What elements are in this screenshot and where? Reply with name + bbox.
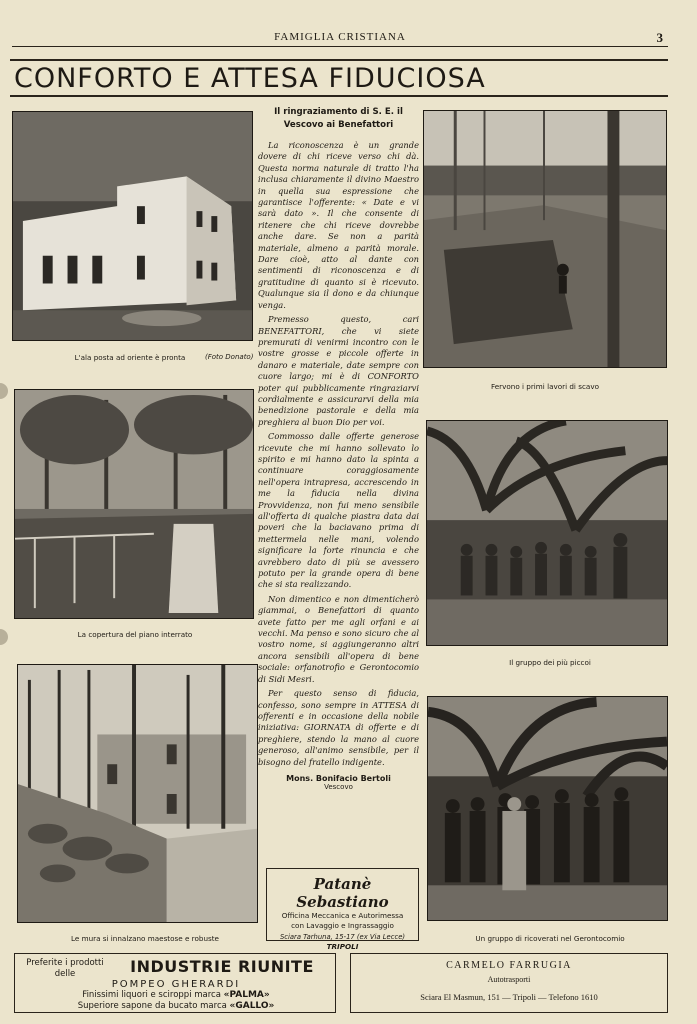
photo-ala-oriente <box>12 111 253 341</box>
caption-gerontocomio: Un gruppo di ricoverati nel Gerontocomio <box>475 934 625 943</box>
excavation-illustration <box>424 111 666 367</box>
ad-industrie-line1-brand: «PALMA» <box>223 990 270 1000</box>
ad-patane-line2: con Lavaggio e Ingrassaggio <box>291 921 394 930</box>
caption-piccoli: Il gruppo dei più piccoi <box>509 658 591 667</box>
caption-mura: Le mura si innalzano maestose e robuste <box>71 934 219 943</box>
photo-piccoli <box>426 420 668 646</box>
article-ringraziamento <box>258 106 419 791</box>
caption-scavo: Fervono i primi lavori di scavo <box>491 382 599 391</box>
ad-industrie-owner: POMPEO GHERARDI <box>111 979 241 990</box>
ad-patane-city: TRIPOLI <box>326 942 359 951</box>
elderly-group-illustration <box>428 697 667 920</box>
credit-foto-donato: (Foto Donato) <box>205 353 254 361</box>
caption-ala-oriente: L'ala posta ad oriente è pronta <box>74 353 186 362</box>
ad-patane-name: Patanè Sebastiano <box>296 875 389 911</box>
article-paragraph: Non dimentico e non dimenticherò giammai, o Benefattori di quanto avete fatto per me agli orfani e ai vecchi. Ma penso e sono sicuro che al vostro nome, si aggiungeranno altri ancora sensibili all'opera di bene sociale: orfanotrofio e Gerontocomio di Sidi Mesri. <box>258 593 419 684</box>
article-signature: Mons. Bonifacio Bertoli <box>286 773 391 783</box>
walls-illustration <box>18 665 257 922</box>
page-number: 3 <box>656 30 663 45</box>
running-title: FAMIGLIA CRISTIANA <box>274 31 406 43</box>
ad-patane-sebastiano <box>266 868 419 951</box>
ad-farrugia-sub: Autotrasporti <box>487 975 531 984</box>
ad-carmelo-farrugia <box>350 953 668 1013</box>
article-paragraph: Premesso questo, cari BENEFATTORI, che vi siete premurati di venirmi incontro con le vostre grosse e piccole offerte in danaro e materiale, date sempre con cuore largo; mi è di CONFORTO poter qui pubblicamente ringraziarvi cordialmente e assicurarvi della mia benedizione pastorale e della mia preghiera al buon Dio per voi. <box>258 314 419 427</box>
article-paragraph: Per questo senso di fiducia, confesso, sono sempre in ATTESA di offerenti e in occasione della nobile iniziativa: GIORNATA di offerte e di preghiere, stendo la mano al cuore generoso, all'animo sensibile, per il bisogno del fratello indigente. <box>258 688 419 767</box>
building-illustration <box>13 112 252 340</box>
headline: CONFORTO E ATTESA FIDUCIOSA <box>10 59 668 97</box>
binder-hole <box>0 629 8 645</box>
ad-farrugia-name: CARMELO FARRUGIA <box>446 960 572 971</box>
ad-industrie-line1 <box>21 990 331 1000</box>
binder-hole <box>0 383 8 399</box>
ad-industrie-preferite: Preferite i prodotti delle <box>26 958 104 979</box>
article-signature-role: Vescovo <box>324 782 353 791</box>
ad-industrie-riunite <box>14 953 336 1013</box>
children-illustration <box>427 421 667 645</box>
running-head <box>0 30 697 46</box>
ad-industrie-line2 <box>21 1001 331 1011</box>
ad-patane-line1: Officina Meccanica e Autorimessa <box>281 911 404 920</box>
photo-gerontocomio <box>427 696 668 921</box>
ad-industrie-line2-brand: «GALLO» <box>229 1001 275 1011</box>
photo-scavo <box>423 110 667 368</box>
ad-patane-address: Sciara Tarhuna, 15-17 (ex Via Lecce) <box>279 933 406 941</box>
article-paragraph: La riconoscenza è un grande dovere di chi riceve verso chi dà. Questa norma naturale di tratto l'ha inclusa chiaramente il divino Maestro in quella sua espressione che garantisce l'offerente: « Date e vi sarà dato ». Il che consente di ritenere che chi riceve dovrebbe anche dare. Se non a parità materiale, almeno a parità morale. Dare cioè, atto al dante con sentimenti di riconoscenza e di gratitudine di quanto si è ricevuto. Qualunque sia il dono e da chiunque venga. <box>258 140 419 310</box>
ad-industrie-line2-text: Superiore sapone da bucato marca <box>77 1001 227 1011</box>
article-paragraph: Commosso dalle offerte generose ricevute che mi hanno sollevato lo spirito e mi hanno dato la spinta a continuare coraggiosamente nell'opera intrapresa, accrescendo in me la fiducia nella divina Provvidenza, non fui meno sensibile all'offerta di qualche piastra data dai poveri che la baciavano prima di mettermela nelle mani, volendo significare la forte rinuncia e che avrebbero dato di più se avessero potuto per la grande opera di bene che si sta realizzando. <box>258 431 419 590</box>
ad-industrie-name: INDUSTRIE RIUNITE <box>130 957 314 976</box>
photo-piano-interrato <box>14 389 254 619</box>
header-rule <box>12 46 668 47</box>
ad-industrie-line1-text: Finissimi liquori e sciroppi marca <box>82 990 221 1000</box>
article-title: Il ringraziamento di S. E. il Vescovo ai Benefattori <box>274 107 403 130</box>
photo-mura <box>17 664 258 923</box>
caption-piano-interrato: La copertura del piano interrato <box>77 630 193 639</box>
basement-illustration <box>15 390 253 618</box>
ad-farrugia-address: Sciara El Masmun, 151 — Tripoli — Telefono 1610 <box>420 992 598 1002</box>
